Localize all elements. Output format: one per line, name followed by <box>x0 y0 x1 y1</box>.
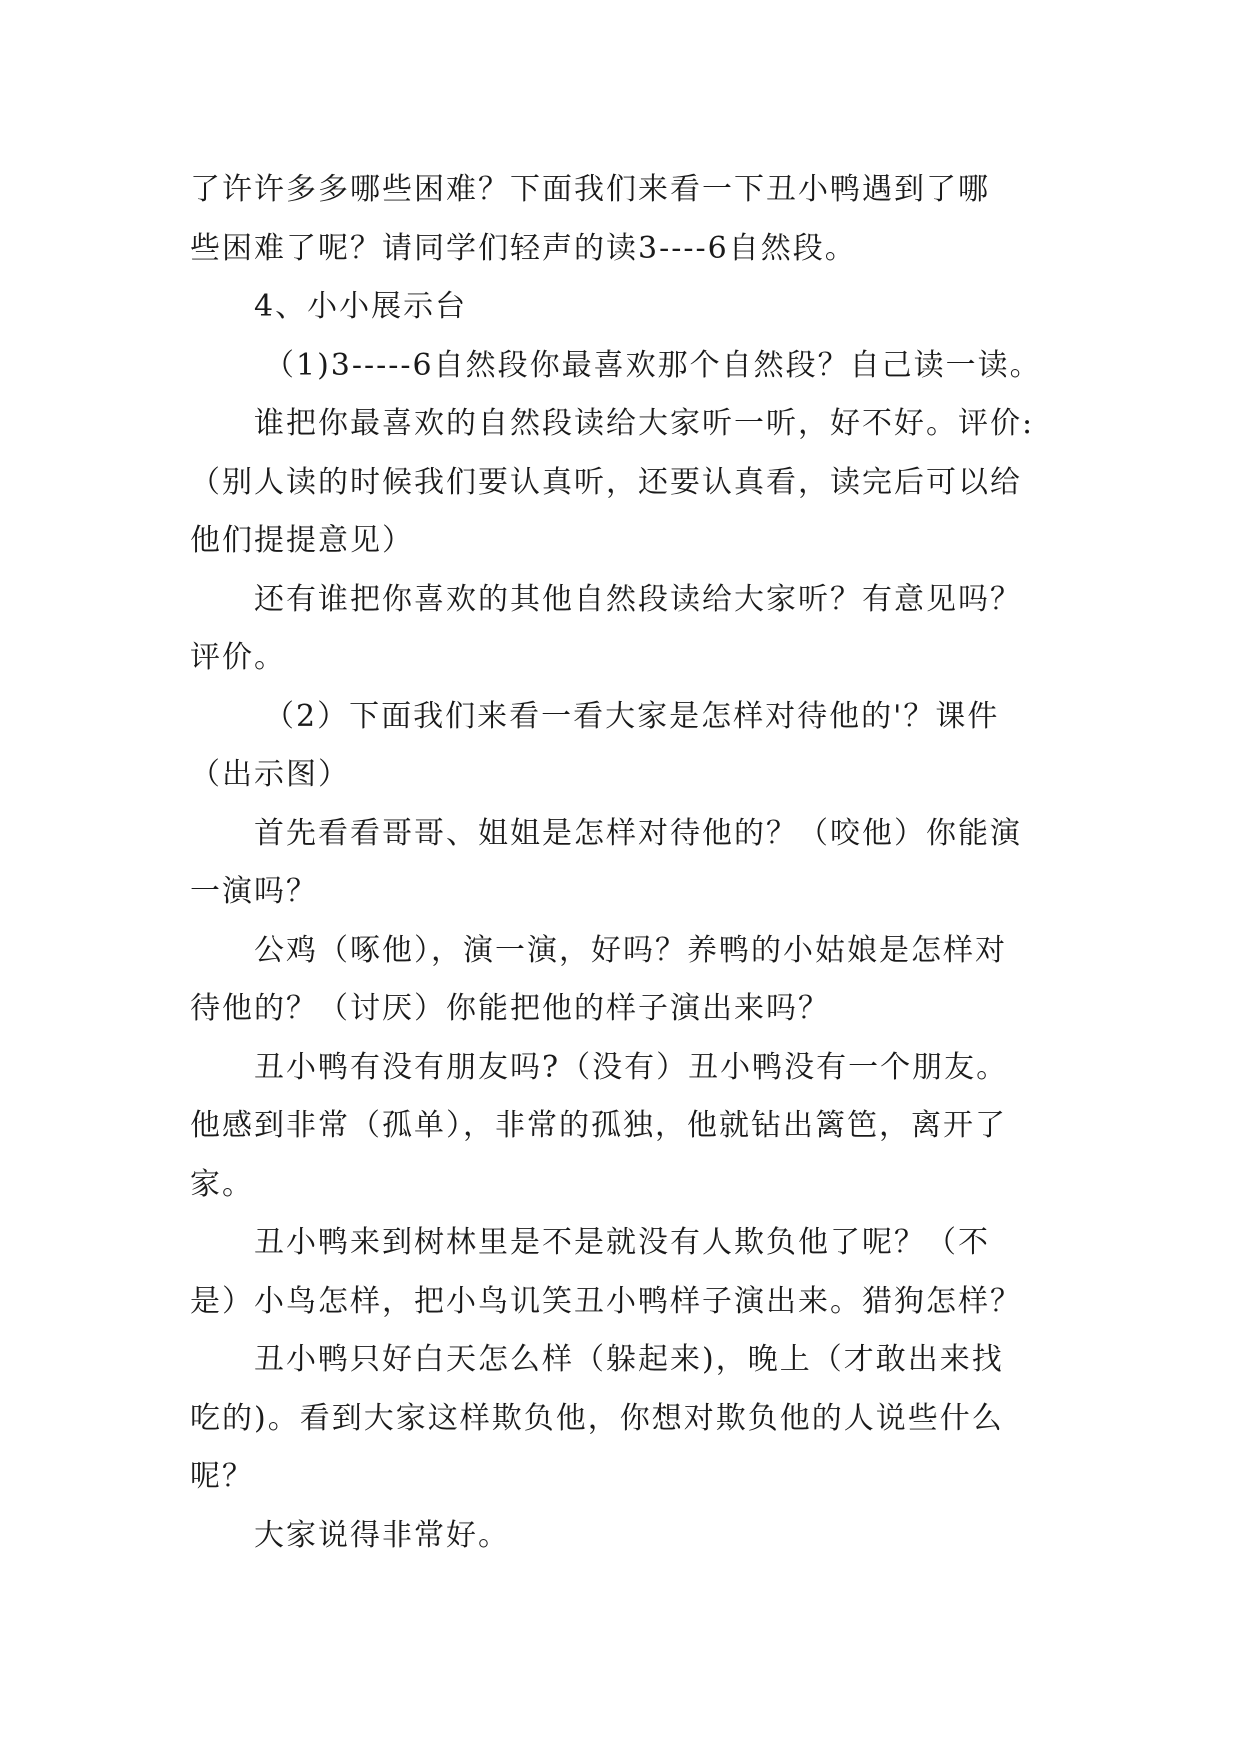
text-line: 一演吗？ <box>190 874 318 909</box>
text-line: 4、小小展示台 <box>254 289 468 324</box>
paragraph <box>190 278 1065 337</box>
paragraph <box>190 395 1065 571</box>
text-line: （出示图） <box>190 757 350 792</box>
text-line: 家。 <box>190 1166 254 1202</box>
text-line: （2）下面我们来看一看大家是怎样对待他的'？课件 <box>264 698 1000 734</box>
text-line: 丑小鸭有没有朋友吗?（没有）丑小鸭没有一个朋友。 <box>254 1049 1009 1085</box>
text-line: 了许许多多哪些困难？下面我们来看一下丑小鸭遇到了哪 <box>190 172 990 207</box>
text-line: 评价。 <box>190 640 286 675</box>
paragraph <box>190 1331 1065 1507</box>
text-line: 是）小鸟怎样，把小鸟讥笑丑小鸭样子演出来。猎狗怎样？ <box>190 1283 1022 1319</box>
text-line: 他们提提意见） <box>190 523 414 558</box>
paragraph <box>190 922 1065 1039</box>
text-line: 呢？ <box>190 1459 254 1494</box>
paragraph <box>190 161 1065 278</box>
paragraph <box>190 1214 1065 1331</box>
text-line: 公鸡（啄他），演一演，好吗？养鸭的小姑娘是怎样对 <box>254 932 1007 968</box>
text-line: 他感到非常（孤单），非常的孤独，他就钻出篱笆，离开了 <box>190 1108 1007 1143</box>
paragraph <box>190 571 1065 688</box>
text-line: 首先看看哥哥、姐姐是怎样对待他的？（咬他）你能演 <box>254 815 1022 851</box>
text-line: 些困难了呢？请同学们轻声的读3----6自然段。 <box>190 230 857 266</box>
text-line: 待他的？（讨厌）你能把他的样子演出来吗？ <box>190 991 830 1026</box>
text-line: （1)3-----6自然段你最喜欢那个自然段？自己读一读。 <box>264 347 1042 383</box>
text-line: 还有谁把你喜欢的其他自然段读给大家听？有意见吗？ <box>254 581 1022 617</box>
text-line: （别人读的时候我们要认真听，还要认真看，读完后可以给 <box>190 464 1022 500</box>
paragraph <box>190 337 1065 396</box>
text-line: 丑小鸭来到树林里是不是就没有人欺负他了呢？（不 <box>254 1225 990 1260</box>
paragraph <box>190 1039 1065 1215</box>
paragraph <box>190 805 1065 922</box>
text-line: 吃的)。看到大家这样欺负他，你想对欺负他的人说些什么 <box>190 1400 1004 1436</box>
text-line: 大家说得非常好。 <box>254 1517 510 1553</box>
text-line: 谁把你最喜欢的自然段读给大家听一听，好不好。评价: <box>254 406 1035 441</box>
document-body <box>190 161 1065 1565</box>
text-line: 丑小鸭只好白天怎么样（躲起来)，晚上（才敢出来找 <box>254 1342 1004 1377</box>
paragraph <box>190 1507 1065 1566</box>
paragraph <box>190 688 1065 805</box>
